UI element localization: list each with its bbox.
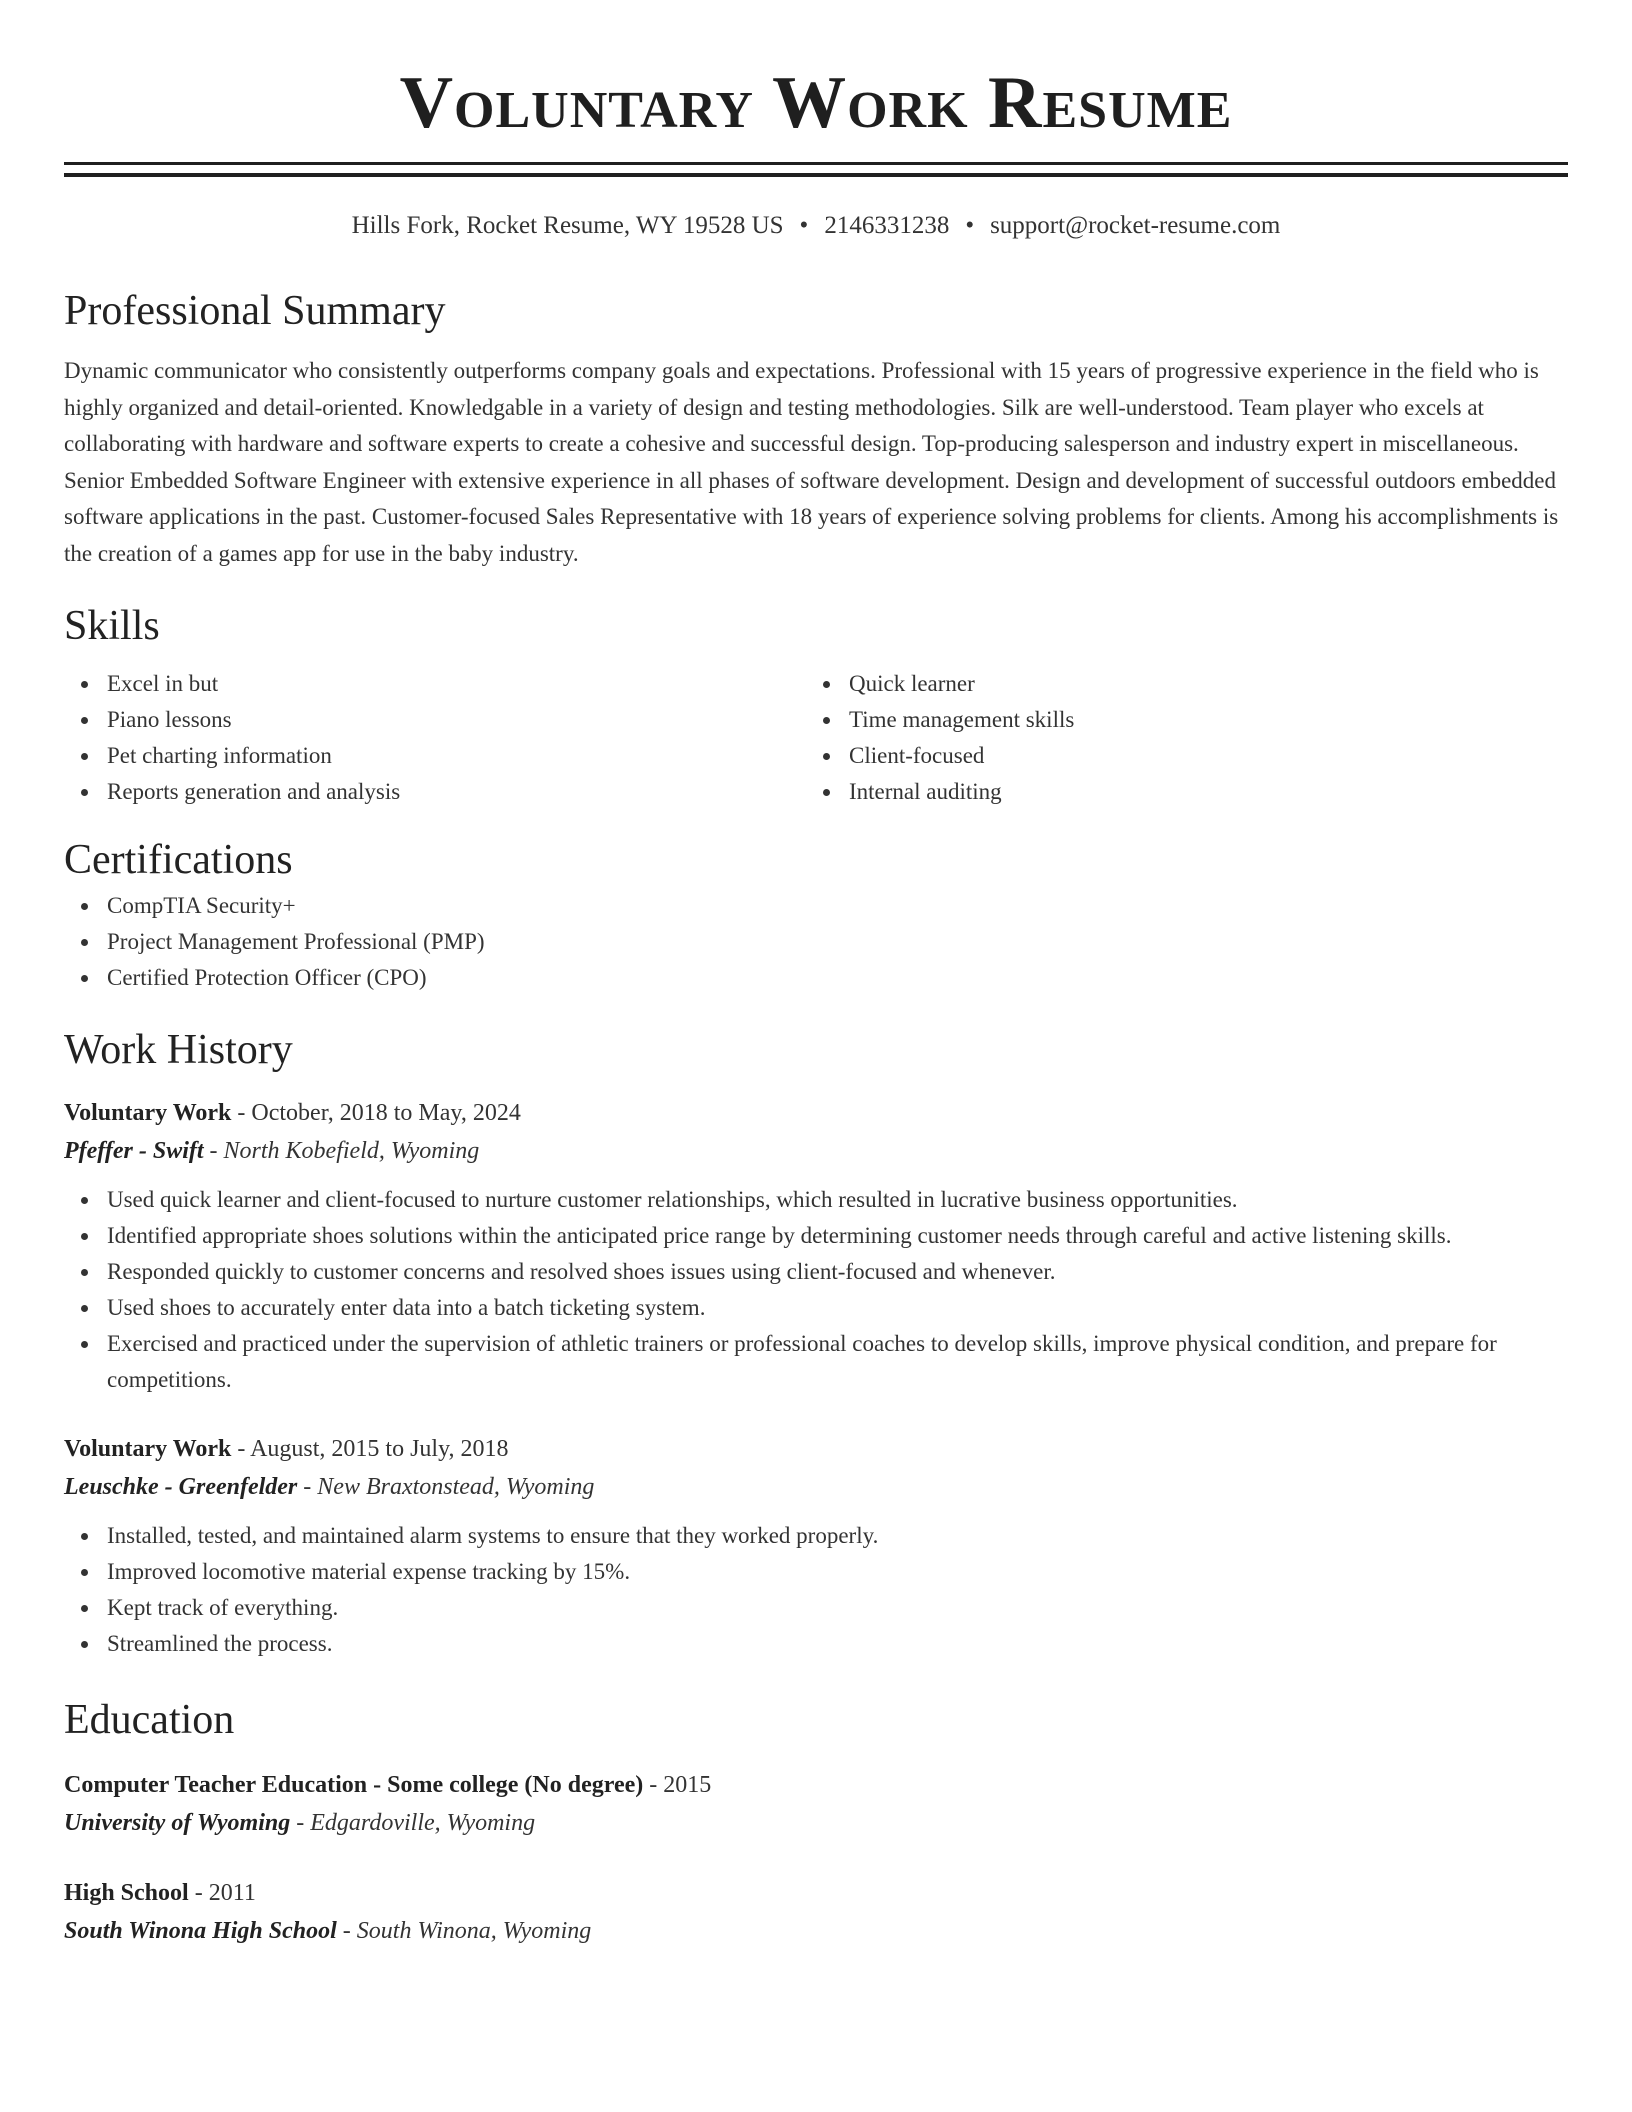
- job-bullets: [64, 1518, 1568, 1662]
- contact-address: Hills Fork, Rocket Resume, WY 19528 US: [351, 212, 784, 239]
- job-entry: [64, 1094, 1568, 1398]
- education-location: Edgardoville, Wyoming: [310, 1810, 536, 1836]
- job-employer-line: Leuschke - Greenfelder - New Braxtonstead, Wyoming: [64, 1474, 595, 1500]
- job-bullet: Used shoes to accurately enter data into a batch ticketing system.: [64, 1290, 1568, 1326]
- education-heading: Computer Teacher Education - Some college (No degree) - 2015: [64, 1772, 712, 1798]
- skill-item: Pet charting information: [64, 738, 806, 774]
- skills-grid: [64, 666, 1568, 810]
- education-degree: High School: [64, 1880, 189, 1906]
- job-entry: [64, 1430, 1568, 1662]
- skill-item: Piano lessons: [64, 702, 806, 738]
- contact-separator: •: [799, 212, 809, 239]
- certification-item: CompTIA Security+: [64, 888, 1568, 924]
- skill-item: Client-focused: [806, 738, 1548, 774]
- job-role: Voluntary Work: [64, 1436, 232, 1462]
- job-employer-line: Pfeffer - Swift - North Kobefield, Wyoming: [64, 1138, 480, 1164]
- skill-item: Internal auditing: [806, 774, 1548, 810]
- skills-list-right: [806, 666, 1548, 810]
- contact-separator: •: [965, 212, 975, 239]
- certifications-list: [64, 888, 1568, 996]
- education-degree: Computer Teacher Education - Some college (No degree): [64, 1772, 644, 1798]
- summary-text: Dynamic communicator who consistently outperforms company goals and expectations. Professional with 15 years of progressive experience in the field who is highly organized and detail-oriented. Knowledgable in a variety of design and testing methodologies. Silk are well-understood. Team player who excels at collaborating with hardware and software experts to create a cohesive and successful design. Top-producing salesperson and industry expert in miscellaneous. Senior Embedded Software Engineer with extensive experience in all phases of software development. Design and development of successful outdoors embedded software applications in the past. Customer-focused Sales Representative with 18 years of experience solving problems for clients. Among his accomplishments is the creation of a games app for use in the baby industry.: [64, 358, 1559, 566]
- education-year: 2011: [208, 1880, 256, 1906]
- job-heading: Voluntary Work - August, 2015 to July, 2018: [64, 1436, 509, 1462]
- job-bullet: Streamlined the process.: [64, 1626, 1568, 1662]
- skill-item: Excel in but: [64, 666, 806, 702]
- education-school: South Winona High School: [64, 1918, 337, 1944]
- certification-item: Project Management Professional (PMP): [64, 924, 1568, 960]
- job-bullet: Exercised and practiced under the supervision of athletic trainers or professional coaches to develop skills, improve physical condition, and prepare for competitions.: [64, 1326, 1568, 1398]
- job-role: Voluntary Work: [64, 1100, 232, 1126]
- section-title-skills: Skills: [64, 603, 160, 649]
- education-entry: [64, 1874, 1568, 1950]
- job-bullet: Improved locomotive material expense tracking by 15%.: [64, 1554, 1568, 1590]
- contact-email: support@rocket-resume.com: [990, 212, 1281, 239]
- job-location: North Kobefield, Wyoming: [223, 1138, 480, 1164]
- job-bullet: Responded quickly to customer concerns and resolved shoes issues using client-focused and whenever.: [64, 1254, 1568, 1290]
- certification-item: Certified Protection Officer (CPO): [64, 960, 1568, 996]
- skill-item: Quick learner: [806, 666, 1548, 702]
- skills-column-right: [806, 666, 1548, 810]
- section-title-certifications: Certifications: [64, 837, 293, 883]
- job-heading: Voluntary Work - October, 2018 to May, 2024: [64, 1100, 521, 1126]
- header-double-rule: [64, 162, 1568, 177]
- job-dates: August, 2015 to July, 2018: [250, 1436, 509, 1462]
- job-bullets: [64, 1182, 1568, 1398]
- job-company: Pfeffer - Swift: [64, 1138, 204, 1164]
- contact-line: [64, 209, 1568, 243]
- job-bullet: Installed, tested, and maintained alarm systems to ensure that they worked properly.: [64, 1518, 1568, 1554]
- education-school: University of Wyoming: [64, 1810, 291, 1836]
- skill-item: Time management skills: [806, 702, 1548, 738]
- skills-column-left: [64, 666, 806, 810]
- job-company: Leuschke - Greenfelder: [64, 1474, 298, 1500]
- job-dates: October, 2018 to May, 2024: [251, 1100, 521, 1126]
- job-location: New Braxtonstead, Wyoming: [317, 1474, 595, 1500]
- education-location: South Winona, Wyoming: [356, 1918, 592, 1944]
- education-heading: High School - 2011: [64, 1880, 256, 1906]
- skills-list-left: [64, 666, 806, 810]
- education-school-line: South Winona High School - South Winona, Wyoming: [64, 1918, 592, 1944]
- contact-phone: 2146331238: [824, 212, 950, 239]
- job-bullet: Identified appropriate shoes solutions within the anticipated price range by determining customer needs through careful and active listening skills.: [64, 1218, 1568, 1254]
- section-title-summary: Professional Summary: [64, 288, 446, 334]
- section-title-work-history: Work History: [64, 1027, 293, 1073]
- education-entry: [64, 1766, 1568, 1842]
- education-school-line: University of Wyoming - Edgardoville, Wyoming: [64, 1810, 536, 1836]
- education-year: 2015: [663, 1772, 712, 1798]
- job-bullet: Kept track of everything.: [64, 1590, 1568, 1626]
- resume-name: Voluntary Work Resume: [399, 62, 1233, 144]
- section-title-education: Education: [64, 1697, 235, 1743]
- skill-item: Reports generation and analysis: [64, 774, 806, 810]
- job-bullet: Used quick learner and client-focused to nurture customer relationships, which resulted in lucrative business opportunities.: [64, 1182, 1568, 1218]
